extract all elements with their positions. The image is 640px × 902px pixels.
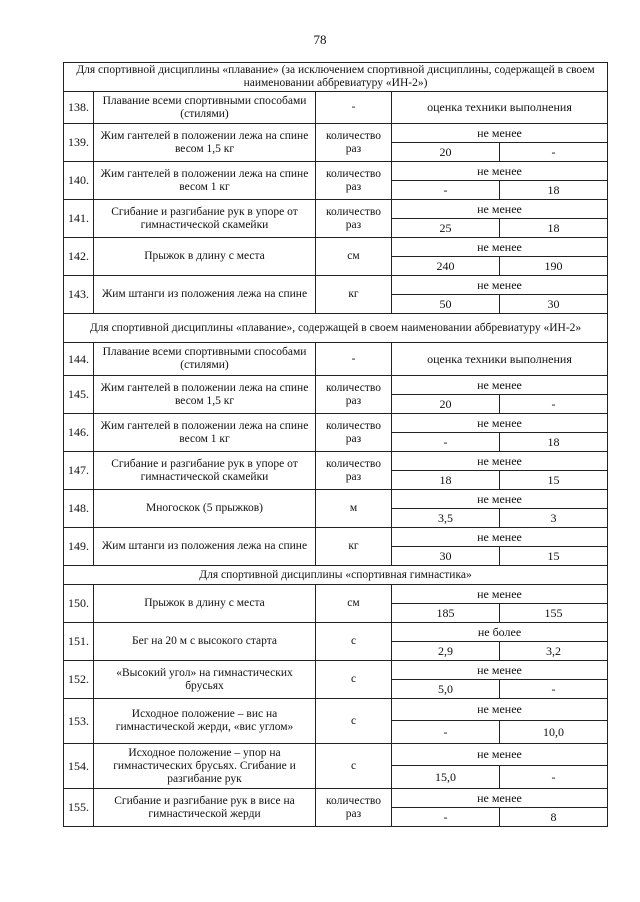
table-row bbox=[64, 699, 608, 721]
test-name: Многоскок (5 прыжков) bbox=[94, 490, 316, 528]
table-row bbox=[64, 276, 608, 295]
criterion-header: не менее bbox=[392, 490, 608, 509]
unit: с bbox=[316, 744, 392, 789]
value-1: 15,0 bbox=[392, 766, 500, 789]
test-name: Прыжок в длину с места bbox=[94, 585, 316, 623]
value-1: 20 bbox=[392, 143, 500, 162]
criterion-header: не менее bbox=[392, 744, 608, 766]
row-number: 140. bbox=[64, 162, 94, 200]
table-row bbox=[64, 92, 608, 124]
test-name: Жим гантелей в положении лежа на спине весом 1 кг bbox=[94, 162, 316, 200]
test-name: «Высокий угол» на гимнастических брусьях bbox=[94, 661, 316, 699]
row-number: 150. bbox=[64, 585, 94, 623]
row-number: 138. bbox=[64, 92, 94, 124]
table-row bbox=[64, 744, 608, 766]
criterion-header: не менее bbox=[392, 789, 608, 808]
table-row bbox=[64, 162, 608, 181]
value-1: - bbox=[392, 808, 500, 827]
value-2: 18 bbox=[500, 433, 608, 452]
row-number: 154. bbox=[64, 744, 94, 789]
row-number: 142. bbox=[64, 238, 94, 276]
section-title: Для спортивной дисциплины «плавание», содержащей в своем наименовании аббревиатуру «ИН-2» bbox=[64, 314, 608, 343]
row-number: 155. bbox=[64, 789, 94, 827]
value-2: 18 bbox=[500, 181, 608, 200]
value-1: 3,5 bbox=[392, 509, 500, 528]
unit: см bbox=[316, 585, 392, 623]
criterion-header: не менее bbox=[392, 238, 608, 257]
unit: м bbox=[316, 490, 392, 528]
criterion-header: не менее bbox=[392, 124, 608, 143]
table-row bbox=[64, 623, 608, 642]
unit: - bbox=[316, 92, 392, 124]
table-row bbox=[64, 200, 608, 219]
norms-table bbox=[63, 62, 608, 827]
value-2: - bbox=[500, 766, 608, 789]
criterion-header: не менее bbox=[392, 200, 608, 219]
test-name: Жим гантелей в положении лежа на спине весом 1 кг bbox=[94, 414, 316, 452]
value-1: 5,0 bbox=[392, 680, 500, 699]
table-row bbox=[64, 452, 608, 471]
page-number: 78 bbox=[313, 32, 327, 47]
unit: с bbox=[316, 623, 392, 661]
row-number: 148. bbox=[64, 490, 94, 528]
value-2: - bbox=[500, 395, 608, 414]
test-name: Сгибание и разгибание рук в висе на гимнастической жерди bbox=[94, 789, 316, 827]
row-number: 143. bbox=[64, 276, 94, 314]
row-number: 145. bbox=[64, 376, 94, 414]
unit: количество раз bbox=[316, 789, 392, 827]
criterion-header: не менее bbox=[392, 661, 608, 680]
row-number: 141. bbox=[64, 200, 94, 238]
test-name: Бег на 20 м с высокого старта bbox=[94, 623, 316, 661]
value-2: 30 bbox=[500, 295, 608, 314]
test-name: Сгибание и разгибание рук в упоре от гимнастической скамейки bbox=[94, 200, 316, 238]
value-2: 8 bbox=[500, 808, 608, 827]
value-2: 10,0 bbox=[500, 721, 608, 744]
table-row bbox=[64, 528, 608, 547]
value-1: 30 bbox=[392, 547, 500, 566]
test-name: Плавание всеми спортивными способами (стилями) bbox=[94, 343, 316, 376]
unit: см bbox=[316, 238, 392, 276]
value-1: 18 bbox=[392, 471, 500, 490]
value-2: 3 bbox=[500, 509, 608, 528]
table-row bbox=[64, 238, 608, 257]
row-number: 152. bbox=[64, 661, 94, 699]
unit: количество раз bbox=[316, 124, 392, 162]
value-1: 50 bbox=[392, 295, 500, 314]
test-name: Жим штанги из положения лежа на спине bbox=[94, 528, 316, 566]
value-1: - bbox=[392, 721, 500, 744]
unit: количество раз bbox=[316, 376, 392, 414]
test-name: Исходное положение – вис на гимнастической жерди, «вис углом» bbox=[94, 699, 316, 744]
value-2: 155 bbox=[500, 604, 608, 623]
value-1: 2,9 bbox=[392, 642, 500, 661]
value-1: 25 bbox=[392, 219, 500, 238]
value-2: - bbox=[500, 143, 608, 162]
criterion-header: не менее bbox=[392, 585, 608, 604]
unit: количество раз bbox=[316, 200, 392, 238]
value-2: 15 bbox=[500, 547, 608, 566]
value-2: 3,2 bbox=[500, 642, 608, 661]
table-row bbox=[64, 124, 608, 143]
criterion-header: не менее bbox=[392, 376, 608, 395]
row-number: 153. bbox=[64, 699, 94, 744]
unit: с bbox=[316, 661, 392, 699]
row-number: 144. bbox=[64, 343, 94, 376]
row-number: 139. bbox=[64, 124, 94, 162]
table-row bbox=[64, 490, 608, 509]
criterion-header: не более bbox=[392, 623, 608, 642]
unit: с bbox=[316, 699, 392, 744]
criterion-header: не менее bbox=[392, 276, 608, 295]
value-1: - bbox=[392, 181, 500, 200]
criterion-header: не менее bbox=[392, 528, 608, 547]
value-1: 185 bbox=[392, 604, 500, 623]
criterion-header: не менее bbox=[392, 414, 608, 433]
value-1: 240 bbox=[392, 257, 500, 276]
section-header-row bbox=[64, 63, 608, 92]
section-title: Для спортивной дисциплины «плавание» (за исключением спортивной дисциплины, содержащей в своем наименовании аббревиатуру «ИН-2») bbox=[64, 63, 608, 92]
table-row bbox=[64, 789, 608, 808]
test-name: Жим штанги из положения лежа на спине bbox=[94, 276, 316, 314]
criterion-header: оценка техники выполнения bbox=[392, 92, 608, 124]
value-1: 20 bbox=[392, 395, 500, 414]
value-2: 190 bbox=[500, 257, 608, 276]
table-row bbox=[64, 376, 608, 395]
table-row bbox=[64, 414, 608, 433]
unit: количество раз bbox=[316, 452, 392, 490]
test-name: Жим гантелей в положении лежа на спине весом 1,5 кг bbox=[94, 124, 316, 162]
unit: - bbox=[316, 343, 392, 376]
criterion-header: не менее bbox=[392, 699, 608, 721]
table-row bbox=[64, 343, 608, 376]
test-name: Сгибание и разгибание рук в упоре от гимнастической скамейки bbox=[94, 452, 316, 490]
test-name: Жим гантелей в положении лежа на спине весом 1,5 кг bbox=[94, 376, 316, 414]
test-name: Прыжок в длину с места bbox=[94, 238, 316, 276]
unit: количество раз bbox=[316, 414, 392, 452]
value-2: 18 bbox=[500, 219, 608, 238]
criterion-header: не менее bbox=[392, 162, 608, 181]
test-name: Исходное положение – упор на гимнастических брусьях. Сгибание и разгибание рук bbox=[94, 744, 316, 789]
test-name: Плавание всеми спортивными способами (стилями) bbox=[94, 92, 316, 124]
table-row bbox=[64, 585, 608, 604]
unit: кг bbox=[316, 528, 392, 566]
row-number: 147. bbox=[64, 452, 94, 490]
section-header-row bbox=[64, 566, 608, 585]
criterion-header: оценка техники выполнения bbox=[392, 343, 608, 376]
section-title: Для спортивной дисциплины «спортивная гимнастика» bbox=[64, 566, 608, 585]
row-number: 146. bbox=[64, 414, 94, 452]
value-1: - bbox=[392, 433, 500, 452]
row-number: 151. bbox=[64, 623, 94, 661]
unit: количество раз bbox=[316, 162, 392, 200]
section-header-row bbox=[64, 314, 608, 343]
value-2: - bbox=[500, 680, 608, 699]
row-number: 149. bbox=[64, 528, 94, 566]
value-2: 15 bbox=[500, 471, 608, 490]
unit: кг bbox=[316, 276, 392, 314]
criterion-header: не менее bbox=[392, 452, 608, 471]
table-row bbox=[64, 661, 608, 680]
